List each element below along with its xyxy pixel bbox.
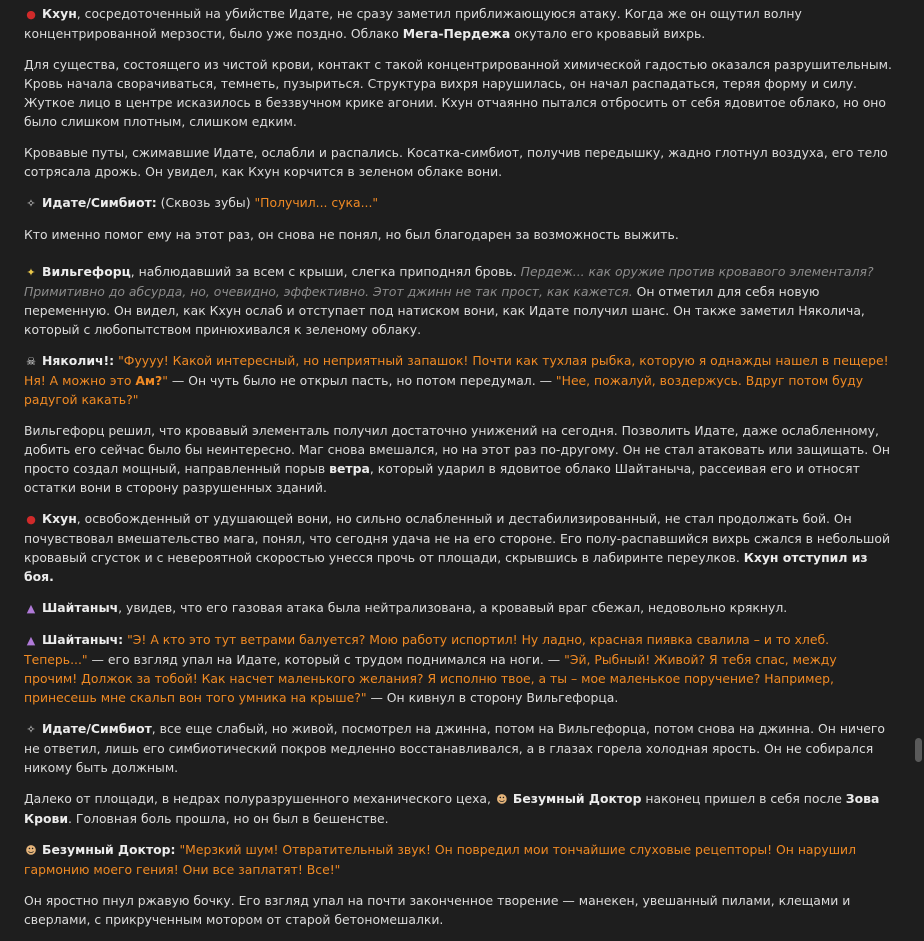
mad-doctor-icon: ☻ [496, 793, 508, 806]
scrollbar-thumb[interactable] [915, 738, 922, 762]
paragraph-khun-attack: ● Кхун, сосредоточенный на убийстве Идате, не сразу заметил приближающуюся атаку. Когда же он ощутил волну концентрированной мерзости, было уже поздно. Облако Мега-Пердежа окутало его кровавый вихрь. [24, 6, 802, 41]
chat-content [24, 4, 892, 941]
bow-icon: ✧ [26, 723, 36, 736]
witch-icon: ▲ [26, 602, 36, 615]
paragraph-idate-response: ✧ Идате/Симбиот, все еще слабый, но живой, посмотрел на джинна, потом на Вильгефорца, потом снова на джинна. Он ничего не ответил, лишь его симбиотический покров медленно восстанавливался, а в глазах горела холодная ярость. Он не собирался никому быть должным. [24, 721, 886, 775]
paragraph-khun-retreat: ● Кхун, освобожденный от удушающей вони, но сильно ослабленный и дестабилизированный, не стал продолжать бой. Он почувствовал вмешательство мага, понял, что сегодня удача не на его стороне. Его полу-распавшийся вихрь сжался в небольшой кровавый сгусток и с невероятной скоростью унесся прочь от площади, скрывшись в лабиринте переулков. Кхун отступил из боя. [24, 511, 891, 584]
paragraph-blood-collapse: Для существа, состоящего из чистой крови, контакт с такой концентрированной химической гадостью оказался разрушительным. Кровь начала сворачиваться, темнеть, пузыриться. Структура вихря нарушилась, он начал распадаться, теряя форму и силу. Жуткое лицо в центре исказилось в беззвучном крике агонии. Кхун отчаянно пытался отбросить от себя ядовитое облако, но оно было слишком плотным, слишком едким. [24, 57, 892, 129]
blood-drop-icon: ● [26, 513, 36, 526]
dialogue-nyakolich: ☠ Няколич!: "Фуууу! Какой интересный, но неприятный запашок! Почти как тухлая рыбка, которую я однажды нашел в пещере! Ня! А можно это Ам?" — Он чуть было не открыл пасть, но потом передумал. — "Нее, пожалуй, воздержусь. Вдруг потом буду радугой какать?" [24, 353, 889, 407]
paragraph-shaitanych: ▲ Шайтаныч, увидев, что его газовая атака была нейтрализована, а кровавый враг сбежал, недовольно крякнул. [24, 598, 892, 618]
paragraph-mad-doctor: Далеко от площади, в недрах полуразрушенного механического цеха, ☻ Безумный Доктор наконец пришел в себя после Зова Крови. Головная боль прошла, но он был в бешенстве. [24, 791, 880, 826]
sparkle-icon: ✦ [26, 266, 36, 279]
bow-icon: ✧ [26, 197, 36, 210]
paragraph-creation: Он яростно пнул ржавую бочку. Его взгляд упал на почти законченное творение — манекен, увешанный пилами, клещами и сверлами, с прикрученным мотором от старой бетономешалки. [24, 893, 851, 927]
witch-icon: ▲ [26, 634, 36, 647]
dialogue-idate: ✧ Идате/Симбиот: (Сквозь зубы) "Получил... сука..." [24, 193, 892, 213]
blood-drop-icon: ● [26, 8, 36, 21]
scrollbar[interactable] [912, 0, 924, 797]
paragraph-gratitude: Кто именно помог ему на этот раз, он снова не понял, но был благодарен за возможность выжить. [24, 227, 679, 242]
dialogue-shaitanych: ▲ Шайтаныч: "Э! А кто это тут ветрами балуется? Мою работу испортил! Ну ладно, красная пиявка свалила – и то хлеб. Теперь..." — его взгляд упал на Идате, который с трудом поднимался на ноги. — "Эй, Рыбный! Живой? Я тебя спас, между прочим! Должок за тобой! Как насчет маленького желания? Я исполню твое, а ты – мое маленькое поручение? Например, принесешь мне скальп вон того умника на крыше?" — Он кивнул в сторону Вильгефорца. [24, 632, 837, 705]
paragraph-bonds-release: Кровавые путы, сжимавшие Идате, ослабли и распались. Косатка-симбиот, получив передышку, жадно глотнул воздуха, его тело сотрясала дрожь. Он увидел, как Кхун корчится в зеленом облаке вони. [24, 145, 888, 179]
mad-doctor-icon: ☻ [25, 844, 37, 857]
dialogue-mad-doctor: ☻ Безумный Доктор: "Мерзкий шум! Отвратительный звук! Он повредил мои тончайшие слуховые рецепторы! Он нарушил гармонию моего гения! Они все заплатят! Все!" [24, 842, 857, 877]
skull-icon: ☠ [26, 355, 36, 368]
paragraph-vilgefortz: ✦ Вильгефорц, наблюдавший за всем с крыши, слегка приподнял бровь. Пердеж... как оружие против кровавого элементаля? Примитивно до абсурда, но, очевидно, эффективно. Этот джинн не так прост, как кажется. Он отметил для себя новую переменную. Он видел, как Кхун ослаб и отступает под натиском вони, как Идате получил шанс. Он также заметил Няколича, который с любопытством принюхивался к зеленому облаку. [24, 264, 874, 337]
paragraph-wind-gust: Вильгефорц решил, что кровавый элементаль получил достаточно унижений на сегодня. Позволить Идате, даже ослабленному, добить его сейчас было бы неинтересно. Маг снова вмешался, но на этот раз по-другому. Он не стал атаковать или защищать. Он просто создал мощный, направленный порыв ветра, который ударил в ядовитое облако Шайтаныча, рассеивая его и относят остатки вони в сторону разрушенных зданий. [24, 423, 890, 495]
